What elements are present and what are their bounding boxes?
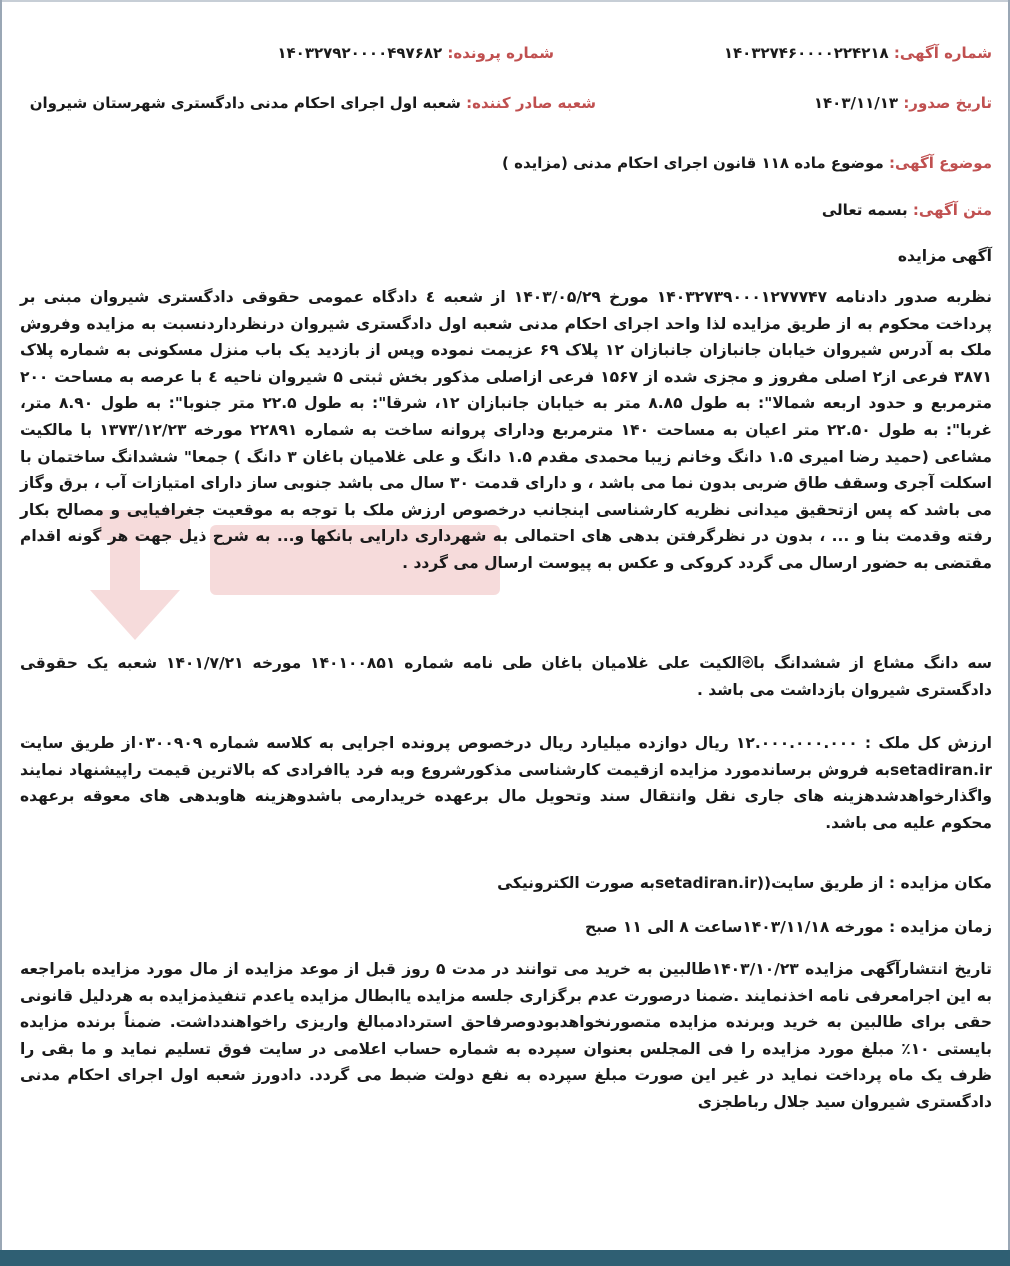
issue-date-label: تاریخ صدور: <box>903 94 992 112</box>
text-label-row <box>822 201 992 219</box>
subject: موضوع ماده ۱۱۸ قانون اجرای احکام مدنی (مزایده ) <box>502 154 884 172</box>
subject-row <box>502 154 992 172</box>
issuer: شعبه اول اجرای احکام مدنی دادگستری شهرستان شیروان <box>29 94 461 112</box>
notice-title: آگهی مزایده <box>897 247 992 265</box>
paragraph-valuation: ارزش کل ملک : ۱۲.۰۰۰.۰۰۰.۰۰۰ ریال دوازده میلیارد ریال درخصوص پرونده اجرایی به کلاسه شماره ۰۳۰۰۹۰۹از طریق سایت setadiran.irبه فروش برساندمورد مزایده ازقیمت کارشناسی مذکورشروع وبه فرد یاافرادی که بالاترین قیمت راپیشنهاد نمایند واگذارخواهدشدهزینه های جاری نقل وانتقال سند وتحویل مال برعهده خریدارمی باشدوهزینه هاوبدهی های معوقه برعهده محکوم علیه می باشد. <box>20 734 992 832</box>
issue-date-row <box>814 94 992 112</box>
case-number-label: شماره پرونده: <box>447 44 554 62</box>
issue-date: ۱۴۰۳/۱۱/۱۳ <box>813 94 899 112</box>
paragraph-publication-terms: تاریخ انتشارآگهی مزایده ۱۴۰۳/۱۰/۲۳طالبین به خرید می توانند در مدت ۵ روز قبل از موعد مزایده از مال مورد مزایده بامراجعه به این اجرامعرفی نامه اخذنمایند .ضمنا درصورت عدم برگزاری جلسه مزایده یاابطال مزایده یاعدم تنفیذمزایده به هردلیل قانونی حقی برای طالبین به خرید وبرنده مزایده متصورنخواهدبودوصرفاحق استردادمبالغ واریزی راخواهندداشت. ضمناً برنده مزایده بایستی ۱۰٪ مبلغ مورد مزایده را فی المجلس بعنوان سپرده به شماره حساب اعلامی در سایت فوق تسلیم نماید و ما بقی را ظرف یک ماه پرداخت نماید در غیر این صورت مبلغ سپرده به نفع دولت ضبط می گردد. دادورز شعبه اول اجرای احکام مدنی دادگستری شیروان سید جلال رباطجزی <box>20 960 993 1111</box>
issuer-label: شعبه صادر کننده: <box>466 94 596 112</box>
window-bottom-bar <box>0 1250 1010 1266</box>
case-number: ۱۴۰۳۲۷۹۲۰۰۰۰۴۹۷۶۸۲ <box>277 44 443 62</box>
text-label: متن آگهی: <box>912 201 992 219</box>
window-top-border <box>0 0 1010 2</box>
notice-number: ۱۴۰۳۲۷۴۶۰۰۰۰۲۲۴۲۱۸ <box>723 44 889 62</box>
case-number-row <box>277 44 554 62</box>
text-intro: بسمه تعالی <box>821 201 908 219</box>
paragraph-property-details: نظربه صدور دادنامه ۱۴۰۳۲۷۳۹۰۰۰۱۲۷۷۷۴۷ مورخ ۱۴۰۳/۰۵/۲۹ از شعبه ٤ دادگاه عمومی حقوقی دادگستری شیروان مبنی بر پرداخت محکوم به از طریق مزایده لذا واحد اجرای احکام مدنی شعبه اول دادگستری شیروان درنظرداردنسبت به مزایده وفروش ملک به آدرس شیروان خیابان جانبازان جانبازان ۱۲ پلاک ۶۹ عزیمت نموده وپس از بازدید یک باب منزل مسکونی به شماره پلاک ۳۸۷۱ فرعی از۲ اصلی مفروز و مجزی شده از ۱۵۶۷ فرعی ازاصلی مذکور بخش ثبتی ۵ شیروان ناحیه ٤ با عرصه به مساحت ۲۰۰ مترمربع و حدود اربعه شمالا": به طول ۸.۸۵ متر به خیابان جانبازان ۱۲، شرقا": به طول ۲۲.۵ متر جنوبا": به طول ۸.۹۰ متر، غربا": به طول ۲۲.۵۰ متر اعیان به مساحت ۱۴۰ مترمربع ودارای پروانه ساخت به شماره ۲۲۸۹۱ مورخه ۱۳۷۳/۱۲/۲۳ با مالکیت مشاعی (حمید رضا امیری ۱.۵ دانگ وخانم زیبا محمدی مقدم ۱.۵ دانگ و علی غلامیان باغان ۳ دانگ ) جمعا" ششدانگ ساختمان با اسکلت آجری وسقف طاق ضربی بدون نما می باشد ، و دارای قدمت ۳۰ سال می باشد جنوبی ساز دارای امتیازات آب ، برق وگاز می باشد که پس ازتحقیق میدانی نظریه کارشناسی اینجانب درخصوص ارزش ملک با توجه به موقعیت جغرافیایی و مصالح بکار رفته وقدمت بنا و ... ، بدون در نظرگرفتن بدهی های احتمالی به شهرداری دارایی بانکها و... به شرح ذیل جهت هر گونه اقدام مقتضی به حضور ارسال می گردد کروکی و عکس به پیوست ارسال می گردد . <box>20 288 993 572</box>
issuer-row <box>30 94 596 112</box>
window-left-border <box>0 0 2 1250</box>
notice-number-row <box>724 44 992 62</box>
notice-number-label: شماره آگهی: <box>893 44 992 62</box>
subject-label: موضوع آگهی: <box>888 154 992 172</box>
paragraph-seizure: سه دانگ مشاع از ششدانگ باමالکیت علی غلامیان باغان طی نامه شماره ۱۴۰۱۰۰۸۵۱ مورخه ۱۴۰۱/۷/۲۱ شعبه یک حقوقی دادگستری شیروان بازداشت می باشد . <box>20 654 992 699</box>
paragraph-auction-time: زمان مزایده : مورخه ۱۴۰۳/۱۱/۱۸ساعت ۸ الی ۱۱ صبح <box>585 918 992 936</box>
paragraph-auction-place: مکان مزایده : از طریق سایت((setadiran.irبه صورت الکترونیکی <box>497 874 992 892</box>
